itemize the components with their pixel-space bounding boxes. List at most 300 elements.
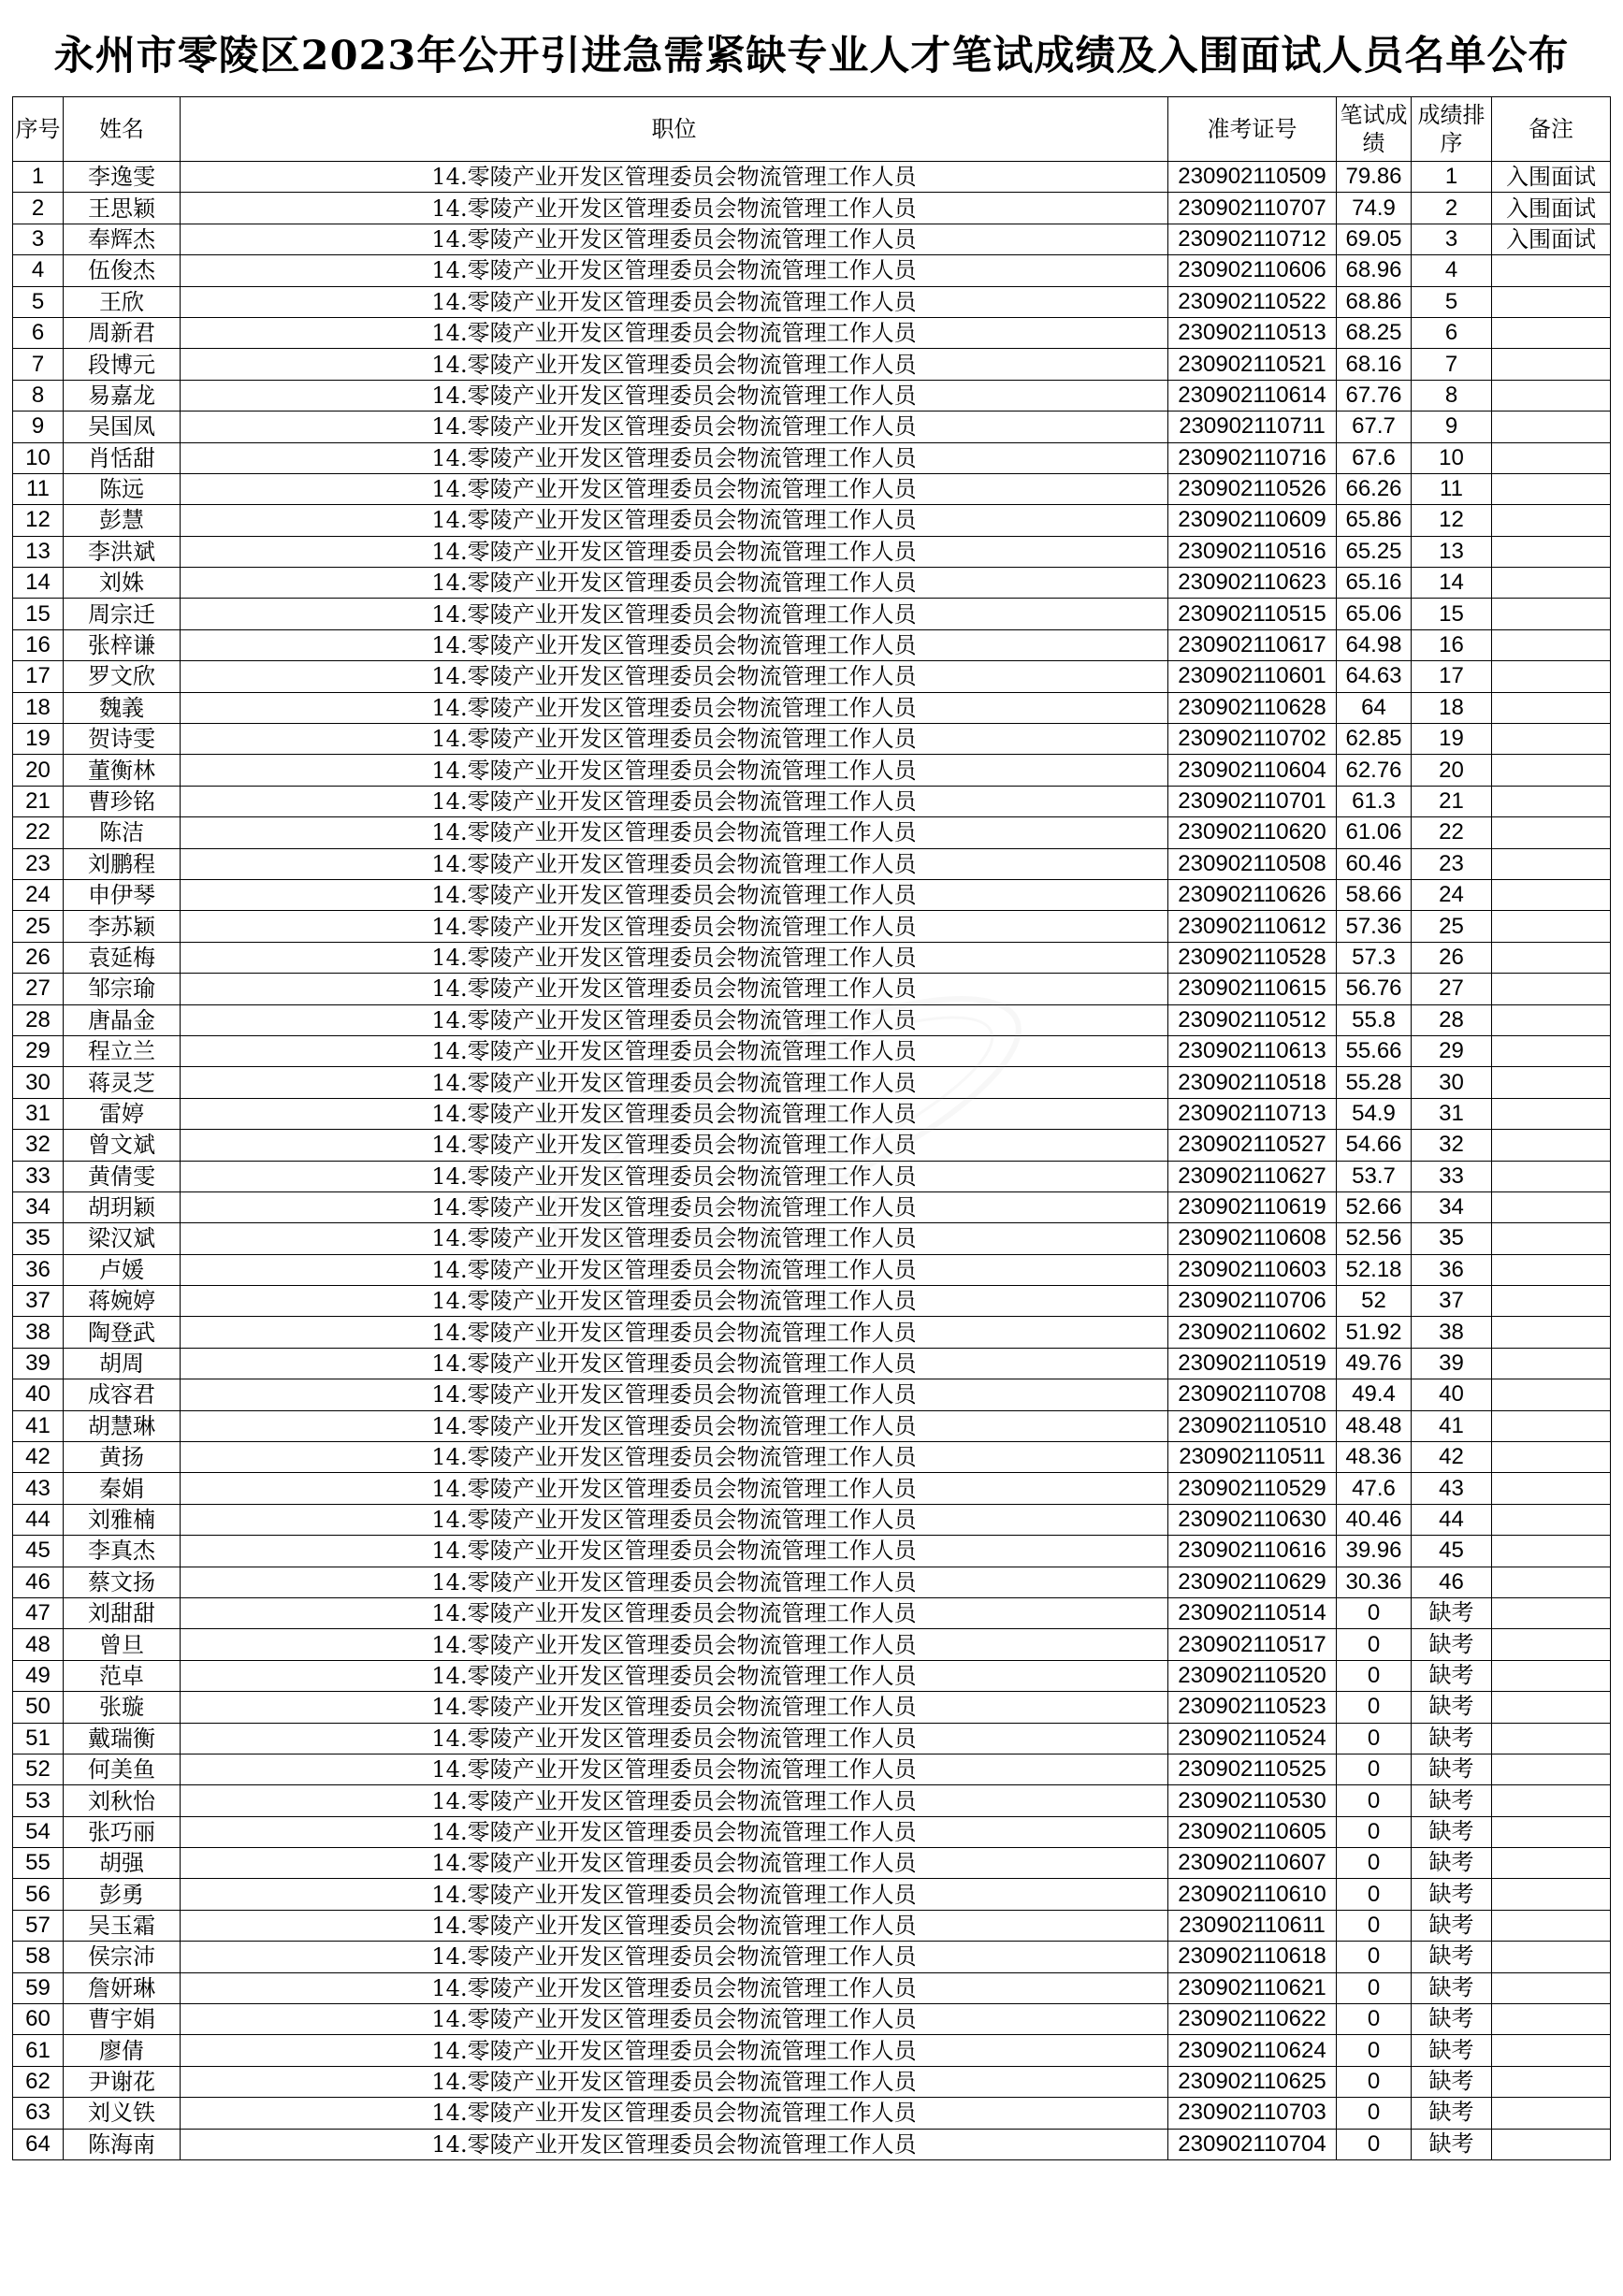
cell-note xyxy=(1492,1754,1611,1784)
cell-seq: 44 xyxy=(13,1504,64,1535)
cell-name: 申伊琴 xyxy=(64,879,181,910)
cell-rank: 6 xyxy=(1412,317,1492,348)
header-row xyxy=(13,97,1611,162)
cell-exam-no: 230902110615 xyxy=(1168,974,1337,1004)
cell-seq: 54 xyxy=(13,1816,64,1847)
cell-score: 68.96 xyxy=(1337,255,1412,286)
cell-seq: 23 xyxy=(13,848,64,879)
cell-note xyxy=(1492,599,1611,629)
cell-exam-no: 230902110620 xyxy=(1168,817,1337,848)
cell-rank: 36 xyxy=(1412,1254,1492,1285)
cell-exam-no: 230902110622 xyxy=(1168,2004,1337,2035)
table-row xyxy=(13,1629,1611,1660)
cell-seq: 19 xyxy=(13,724,64,755)
cell-seq: 20 xyxy=(13,755,64,786)
cell-position: 14.零陵产业开发区管理委员会物流管理工作人员 xyxy=(181,848,1168,879)
cell-note xyxy=(1492,786,1611,816)
table-row xyxy=(13,942,1611,973)
cell-rank: 缺考 xyxy=(1412,1910,1492,1941)
cell-score: 0 xyxy=(1337,2098,1412,2129)
cell-score: 58.66 xyxy=(1337,879,1412,910)
cell-name: 蔡文扬 xyxy=(64,1567,181,1597)
table-row xyxy=(13,1597,1611,1628)
cell-note xyxy=(1492,286,1611,317)
cell-score: 57.3 xyxy=(1337,942,1412,973)
header-exam-no: 准考证号 xyxy=(1168,97,1337,162)
cell-exam-no: 230902110528 xyxy=(1168,942,1337,973)
cell-note xyxy=(1492,1629,1611,1660)
table-row xyxy=(13,599,1611,629)
table-row xyxy=(13,1035,1611,1066)
cell-name: 何美鱼 xyxy=(64,1754,181,1784)
cell-name: 王思颖 xyxy=(64,193,181,224)
cell-name: 范卓 xyxy=(64,1660,181,1691)
cell-name: 易嘉龙 xyxy=(64,380,181,411)
cell-name: 曹珍铭 xyxy=(64,786,181,816)
cell-seq: 13 xyxy=(13,536,64,567)
cell-score: 0 xyxy=(1337,1723,1412,1754)
cell-position: 14.零陵产业开发区管理委员会物流管理工作人员 xyxy=(181,1879,1168,1910)
cell-rank: 45 xyxy=(1412,1536,1492,1567)
cell-note xyxy=(1492,848,1611,879)
cell-rank: 22 xyxy=(1412,817,1492,848)
table-row xyxy=(13,1473,1611,1504)
cell-rank: 34 xyxy=(1412,1191,1492,1222)
page-title: 永州市零陵区2023年公开引进急需紧缺专业人才笔试成绩及入围面试人员名单公布 xyxy=(53,33,1570,79)
cell-exam-no: 230902110707 xyxy=(1168,193,1337,224)
cell-score: 65.16 xyxy=(1337,568,1412,599)
cell-name: 张璇 xyxy=(64,1692,181,1723)
cell-position: 14.零陵产业开发区管理委员会物流管理工作人员 xyxy=(181,1379,1168,1410)
cell-name: 雷婷 xyxy=(64,1098,181,1129)
cell-exam-no: 230902110704 xyxy=(1168,2129,1337,2159)
table-row xyxy=(13,473,1611,504)
cell-exam-no: 230902110524 xyxy=(1168,1723,1337,1754)
cell-seq: 37 xyxy=(13,1286,64,1317)
cell-name: 蒋婉婷 xyxy=(64,1286,181,1317)
cell-score: 52.56 xyxy=(1337,1223,1412,1254)
cell-exam-no: 230902110618 xyxy=(1168,1942,1337,1972)
cell-note xyxy=(1492,661,1611,692)
table-row xyxy=(13,629,1611,660)
table-row xyxy=(13,442,1611,473)
table-row xyxy=(13,1161,1611,1191)
cell-name: 黄倩雯 xyxy=(64,1161,181,1191)
table-row xyxy=(13,1848,1611,1879)
cell-exam-no: 230902110621 xyxy=(1168,1972,1337,2003)
cell-exam-no: 230902110521 xyxy=(1168,349,1337,380)
cell-score: 0 xyxy=(1337,1692,1412,1723)
cell-position: 14.零陵产业开发区管理委员会物流管理工作人员 xyxy=(181,879,1168,910)
cell-position: 14.零陵产业开发区管理委员会物流管理工作人员 xyxy=(181,2129,1168,2159)
cell-position: 14.零陵产业开发区管理委员会物流管理工作人员 xyxy=(181,1410,1168,1441)
cell-seq: 61 xyxy=(13,2035,64,2066)
header-position: 职位 xyxy=(181,97,1168,162)
cell-rank: 缺考 xyxy=(1412,1848,1492,1879)
cell-score: 49.4 xyxy=(1337,1379,1412,1410)
cell-name: 曾文斌 xyxy=(64,1130,181,1161)
table-row xyxy=(13,1567,1611,1597)
cell-name: 侯宗沛 xyxy=(64,1942,181,1972)
cell-note xyxy=(1492,1785,1611,1816)
cell-score: 0 xyxy=(1337,1972,1412,2003)
cell-seq: 16 xyxy=(13,629,64,660)
cell-note xyxy=(1492,505,1611,536)
cell-exam-no: 230902110512 xyxy=(1168,1004,1337,1035)
cell-score: 64.98 xyxy=(1337,629,1412,660)
cell-note xyxy=(1492,1692,1611,1723)
cell-rank: 37 xyxy=(1412,1286,1492,1317)
table-row xyxy=(13,1191,1611,1222)
table-row xyxy=(13,1286,1611,1317)
table-row xyxy=(13,1972,1611,2003)
cell-position: 14.零陵产业开发区管理委员会物流管理工作人员 xyxy=(181,629,1168,660)
cell-seq: 43 xyxy=(13,1473,64,1504)
cell-score: 0 xyxy=(1337,1848,1412,1879)
cell-note xyxy=(1492,2066,1611,2097)
cell-position: 14.零陵产业开发区管理委员会物流管理工作人员 xyxy=(181,1254,1168,1285)
cell-name: 卢媛 xyxy=(64,1254,181,1285)
cell-note xyxy=(1492,1848,1611,1879)
cell-position: 14.零陵产业开发区管理委员会物流管理工作人员 xyxy=(181,1348,1168,1379)
cell-exam-no: 230902110608 xyxy=(1168,1223,1337,1254)
cell-seq: 21 xyxy=(13,786,64,816)
cell-rank: 4 xyxy=(1412,255,1492,286)
cell-exam-no: 230902110628 xyxy=(1168,692,1337,723)
cell-rank: 缺考 xyxy=(1412,2066,1492,2097)
cell-name: 刘甜甜 xyxy=(64,1597,181,1628)
cell-note xyxy=(1492,536,1611,567)
cell-score: 0 xyxy=(1337,1660,1412,1691)
cell-note: 入围面试 xyxy=(1492,224,1611,254)
cell-note xyxy=(1492,1130,1611,1161)
cell-note xyxy=(1492,1191,1611,1222)
cell-seq: 52 xyxy=(13,1754,64,1784)
cell-seq: 18 xyxy=(13,692,64,723)
cell-exam-no: 230902110625 xyxy=(1168,2066,1337,2097)
cell-name: 周宗迁 xyxy=(64,599,181,629)
table-row xyxy=(13,1692,1611,1723)
cell-rank: 缺考 xyxy=(1412,1879,1492,1910)
table-row xyxy=(13,661,1611,692)
cell-position: 14.零陵产业开发区管理委员会物流管理工作人员 xyxy=(181,911,1168,942)
table-row xyxy=(13,568,1611,599)
cell-exam-no: 230902110514 xyxy=(1168,1597,1337,1628)
cell-position: 14.零陵产业开发区管理委员会物流管理工作人员 xyxy=(181,536,1168,567)
table-row xyxy=(13,879,1611,910)
cell-name: 刘鹏程 xyxy=(64,848,181,879)
cell-position: 14.零陵产业开发区管理委员会物流管理工作人员 xyxy=(181,661,1168,692)
cell-position: 14.零陵产业开发区管理委员会物流管理工作人员 xyxy=(181,1223,1168,1254)
cell-position: 14.零陵产业开发区管理委员会物流管理工作人员 xyxy=(181,1191,1168,1222)
cell-rank: 缺考 xyxy=(1412,1629,1492,1660)
table-body xyxy=(13,162,1611,2160)
cell-seq: 63 xyxy=(13,2098,64,2129)
cell-score: 0 xyxy=(1337,1785,1412,1816)
cell-exam-no: 230902110513 xyxy=(1168,317,1337,348)
cell-seq: 22 xyxy=(13,817,64,848)
cell-exam-no: 230902110701 xyxy=(1168,786,1337,816)
cell-rank: 缺考 xyxy=(1412,1723,1492,1754)
cell-exam-no: 230902110510 xyxy=(1168,1410,1337,1441)
cell-position: 14.零陵产业开发区管理委员会物流管理工作人员 xyxy=(181,1442,1168,1473)
cell-note: 入围面试 xyxy=(1492,162,1611,193)
table-row xyxy=(13,1942,1611,1972)
table-row xyxy=(13,1723,1611,1754)
cell-score: 54.66 xyxy=(1337,1130,1412,1161)
cell-rank: 13 xyxy=(1412,536,1492,567)
cell-name: 肖恬甜 xyxy=(64,442,181,473)
cell-position: 14.零陵产业开发区管理委员会物流管理工作人员 xyxy=(181,786,1168,816)
cell-seq: 15 xyxy=(13,599,64,629)
cell-name: 李洪斌 xyxy=(64,536,181,567)
table-row xyxy=(13,1504,1611,1535)
cell-name: 胡周 xyxy=(64,1348,181,1379)
cell-exam-no: 230902110523 xyxy=(1168,1692,1337,1723)
cell-rank: 29 xyxy=(1412,1035,1492,1066)
cell-rank: 8 xyxy=(1412,380,1492,411)
header-note: 备注 xyxy=(1492,97,1611,162)
cell-rank: 缺考 xyxy=(1412,1692,1492,1723)
cell-exam-no: 230902110708 xyxy=(1168,1379,1337,1410)
cell-position: 14.零陵产业开发区管理委员会物流管理工作人员 xyxy=(181,1130,1168,1161)
cell-position: 14.零陵产业开发区管理委员会物流管理工作人员 xyxy=(181,2004,1168,2035)
cell-note: 入围面试 xyxy=(1492,193,1611,224)
cell-position: 14.零陵产业开发区管理委员会物流管理工作人员 xyxy=(181,692,1168,723)
cell-exam-no: 230902110516 xyxy=(1168,536,1337,567)
cell-score: 65.06 xyxy=(1337,599,1412,629)
cell-position: 14.零陵产业开发区管理委员会物流管理工作人员 xyxy=(181,942,1168,973)
cell-score: 54.9 xyxy=(1337,1098,1412,1129)
cell-exam-no: 230902110601 xyxy=(1168,661,1337,692)
cell-exam-no: 230902110526 xyxy=(1168,473,1337,504)
table-row xyxy=(13,286,1611,317)
cell-name: 彭勇 xyxy=(64,1879,181,1910)
cell-score: 53.7 xyxy=(1337,1161,1412,1191)
cell-exam-no: 230902110518 xyxy=(1168,1067,1337,1098)
cell-seq: 60 xyxy=(13,2004,64,2035)
cell-seq: 9 xyxy=(13,412,64,442)
cell-note xyxy=(1492,1442,1611,1473)
cell-position: 14.零陵产业开发区管理委员会物流管理工作人员 xyxy=(181,1035,1168,1066)
cell-name: 吴国凤 xyxy=(64,412,181,442)
table-row xyxy=(13,1223,1611,1254)
cell-score: 55.8 xyxy=(1337,1004,1412,1035)
cell-name: 陈海南 xyxy=(64,2129,181,2159)
cell-name: 段博元 xyxy=(64,349,181,380)
cell-seq: 32 xyxy=(13,1130,64,1161)
cell-rank: 32 xyxy=(1412,1130,1492,1161)
cell-score: 48.48 xyxy=(1337,1410,1412,1441)
cell-name: 李真杰 xyxy=(64,1536,181,1567)
cell-note xyxy=(1492,1223,1611,1254)
cell-exam-no: 230902110511 xyxy=(1168,1442,1337,1473)
table-row xyxy=(13,1130,1611,1161)
cell-position: 14.零陵产业开发区管理委员会物流管理工作人员 xyxy=(181,1567,1168,1597)
cell-position: 14.零陵产业开发区管理委员会物流管理工作人员 xyxy=(181,1692,1168,1723)
cell-exam-no: 230902110611 xyxy=(1168,1910,1337,1941)
cell-exam-no: 230902110713 xyxy=(1168,1098,1337,1129)
cell-rank: 缺考 xyxy=(1412,2035,1492,2066)
cell-score: 61.06 xyxy=(1337,817,1412,848)
table-row xyxy=(13,911,1611,942)
table-row xyxy=(13,1410,1611,1441)
cell-seq: 29 xyxy=(13,1035,64,1066)
cell-rank: 5 xyxy=(1412,286,1492,317)
cell-position: 14.零陵产业开发区管理委员会物流管理工作人员 xyxy=(181,505,1168,536)
cell-rank: 24 xyxy=(1412,879,1492,910)
cell-exam-no: 230902110716 xyxy=(1168,442,1337,473)
cell-rank: 38 xyxy=(1412,1317,1492,1348)
cell-name: 梁汉斌 xyxy=(64,1223,181,1254)
cell-note xyxy=(1492,1161,1611,1191)
cell-note xyxy=(1492,568,1611,599)
cell-note xyxy=(1492,317,1611,348)
cell-rank: 缺考 xyxy=(1412,1785,1492,1816)
table-row xyxy=(13,349,1611,380)
cell-score: 67.6 xyxy=(1337,442,1412,473)
table-row xyxy=(13,193,1611,224)
cell-note xyxy=(1492,2129,1611,2159)
cell-exam-no: 230902110712 xyxy=(1168,224,1337,254)
cell-note xyxy=(1492,974,1611,1004)
cell-note xyxy=(1492,1723,1611,1754)
cell-rank: 31 xyxy=(1412,1098,1492,1129)
cell-seq: 27 xyxy=(13,974,64,1004)
cell-seq: 55 xyxy=(13,1848,64,1879)
cell-score: 48.36 xyxy=(1337,1442,1412,1473)
cell-position: 14.零陵产业开发区管理委员会物流管理工作人员 xyxy=(181,255,1168,286)
cell-position: 14.零陵产业开发区管理委员会物流管理工作人员 xyxy=(181,1286,1168,1317)
cell-note xyxy=(1492,1035,1611,1066)
table-row xyxy=(13,255,1611,286)
cell-name: 刘姝 xyxy=(64,568,181,599)
cell-rank: 41 xyxy=(1412,1410,1492,1441)
cell-note xyxy=(1492,1816,1611,1847)
cell-name: 刘义铁 xyxy=(64,2098,181,2129)
table-row xyxy=(13,724,1611,755)
cell-seq: 64 xyxy=(13,2129,64,2159)
cell-position: 14.零陵产业开发区管理委员会物流管理工作人员 xyxy=(181,1785,1168,1816)
cell-note xyxy=(1492,1254,1611,1285)
cell-seq: 17 xyxy=(13,661,64,692)
cell-rank: 缺考 xyxy=(1412,1597,1492,1628)
cell-rank: 缺考 xyxy=(1412,1816,1492,1847)
cell-position: 14.零陵产业开发区管理委员会物流管理工作人员 xyxy=(181,1942,1168,1972)
cell-exam-no: 230902110603 xyxy=(1168,1254,1337,1285)
cell-name: 李逸雯 xyxy=(64,162,181,193)
cell-seq: 3 xyxy=(13,224,64,254)
table-row xyxy=(13,224,1611,254)
cell-rank: 30 xyxy=(1412,1067,1492,1098)
cell-exam-no: 230902110706 xyxy=(1168,1286,1337,1317)
cell-note xyxy=(1492,442,1611,473)
cell-seq: 5 xyxy=(13,286,64,317)
table-row xyxy=(13,505,1611,536)
cell-exam-no: 230902110529 xyxy=(1168,1473,1337,1504)
cell-exam-no: 230902110623 xyxy=(1168,568,1337,599)
cell-rank: 缺考 xyxy=(1412,2098,1492,2129)
cell-name: 邹宗瑜 xyxy=(64,974,181,1004)
cell-rank: 27 xyxy=(1412,974,1492,1004)
cell-score: 30.36 xyxy=(1337,1567,1412,1597)
cell-exam-no: 230902110602 xyxy=(1168,1317,1337,1348)
table-row xyxy=(13,848,1611,879)
cell-position: 14.零陵产业开发区管理委员会物流管理工作人员 xyxy=(181,755,1168,786)
cell-name: 伍俊杰 xyxy=(64,255,181,286)
cell-seq: 40 xyxy=(13,1379,64,1410)
table-row xyxy=(13,755,1611,786)
cell-note xyxy=(1492,1410,1611,1441)
cell-name: 詹妍琳 xyxy=(64,1972,181,2003)
cell-name: 贺诗雯 xyxy=(64,724,181,755)
cell-rank: 7 xyxy=(1412,349,1492,380)
table-row xyxy=(13,162,1611,193)
cell-position: 14.零陵产业开发区管理委员会物流管理工作人员 xyxy=(181,1473,1168,1504)
table-row xyxy=(13,2066,1611,2097)
table-row xyxy=(13,317,1611,348)
cell-seq: 10 xyxy=(13,442,64,473)
cell-exam-no: 230902110607 xyxy=(1168,1848,1337,1879)
cell-position: 14.零陵产业开发区管理委员会物流管理工作人员 xyxy=(181,1504,1168,1535)
cell-name: 张梓谦 xyxy=(64,629,181,660)
cell-note xyxy=(1492,1098,1611,1129)
cell-name: 黄扬 xyxy=(64,1442,181,1473)
cell-rank: 16 xyxy=(1412,629,1492,660)
cell-exam-no: 230902110619 xyxy=(1168,1191,1337,1222)
cell-position: 14.零陵产业开发区管理委员会物流管理工作人员 xyxy=(181,473,1168,504)
cell-position: 14.零陵产业开发区管理委员会物流管理工作人员 xyxy=(181,286,1168,317)
table-row xyxy=(13,2004,1611,2035)
table-row xyxy=(13,2035,1611,2066)
cell-position: 14.零陵产业开发区管理委员会物流管理工作人员 xyxy=(181,1754,1168,1784)
cell-position: 14.零陵产业开发区管理委员会物流管理工作人员 xyxy=(181,224,1168,254)
cell-exam-no: 230902110522 xyxy=(1168,286,1337,317)
cell-score: 65.25 xyxy=(1337,536,1412,567)
cell-position: 14.零陵产业开发区管理委员会物流管理工作人员 xyxy=(181,1629,1168,1660)
cell-note xyxy=(1492,349,1611,380)
cell-rank: 缺考 xyxy=(1412,2129,1492,2159)
cell-seq: 24 xyxy=(13,879,64,910)
cell-rank: 9 xyxy=(1412,412,1492,442)
cell-seq: 59 xyxy=(13,1972,64,2003)
table-row xyxy=(13,1536,1611,1567)
cell-score: 0 xyxy=(1337,1816,1412,1847)
cell-position: 14.零陵产业开发区管理委员会物流管理工作人员 xyxy=(181,974,1168,1004)
cell-score: 67.76 xyxy=(1337,380,1412,411)
table-row xyxy=(13,1660,1611,1691)
cell-score: 0 xyxy=(1337,1910,1412,1941)
cell-position: 14.零陵产业开发区管理委员会物流管理工作人员 xyxy=(181,1317,1168,1348)
table-row xyxy=(13,1785,1611,1816)
cell-note xyxy=(1492,911,1611,942)
cell-exam-no: 230902110624 xyxy=(1168,2035,1337,2066)
cell-name: 陶登武 xyxy=(64,1317,181,1348)
table-row xyxy=(13,692,1611,723)
table-row xyxy=(13,1067,1611,1098)
cell-score: 55.28 xyxy=(1337,1067,1412,1098)
cell-score: 55.66 xyxy=(1337,1035,1412,1066)
cell-seq: 4 xyxy=(13,255,64,286)
cell-exam-no: 230902110616 xyxy=(1168,1536,1337,1567)
cell-score: 64.63 xyxy=(1337,661,1412,692)
cell-name: 袁延梅 xyxy=(64,942,181,973)
cell-note xyxy=(1492,1473,1611,1504)
cell-position: 14.零陵产业开发区管理委员会物流管理工作人员 xyxy=(181,2098,1168,2129)
cell-position: 14.零陵产业开发区管理委员会物流管理工作人员 xyxy=(181,1597,1168,1628)
cell-exam-no: 230902110508 xyxy=(1168,848,1337,879)
cell-score: 0 xyxy=(1337,1629,1412,1660)
